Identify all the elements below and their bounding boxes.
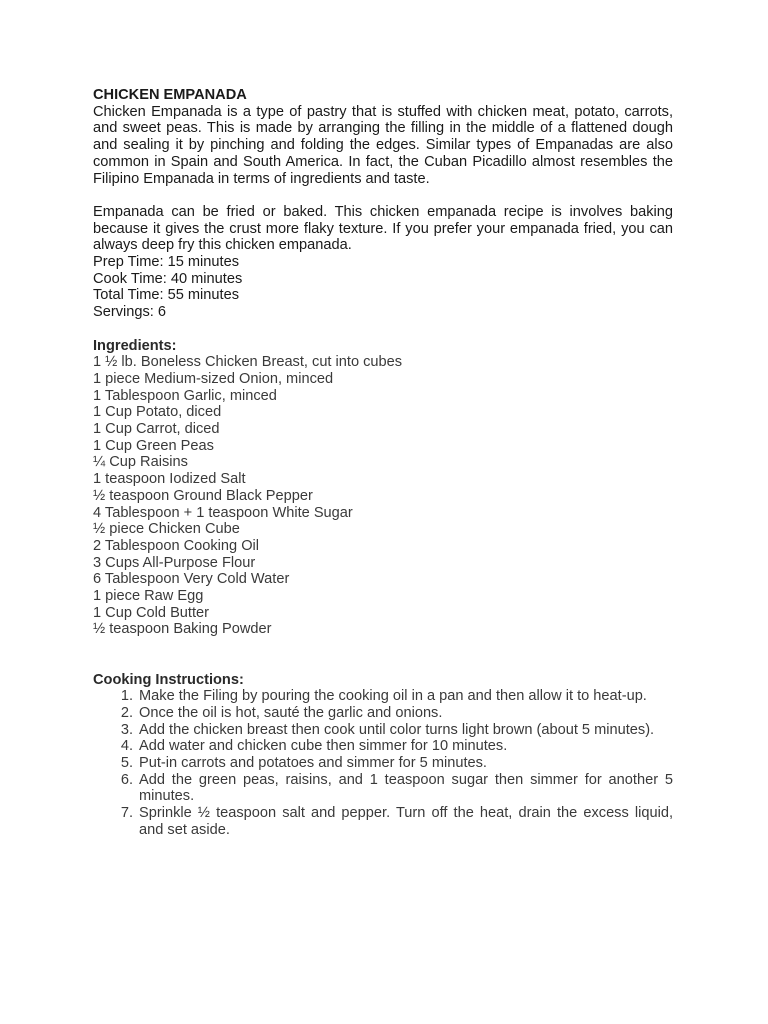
intro-paragraph: Chicken Empanada is a type of pastry that is stuffed with chicken meat, potato, carrots, and sweet peas. This is made by arranging the filling in the middle of a flattened dough and sealing it by pinching and folding the edges. Similar types of Empanadas are also common in Spain and South America. In fact, the Cuban Picadillo almost resembles the Filipino Empanada in terms of ingredients and taste.: [93, 103, 673, 187]
step-text: Add water and chicken cube then simmer for 10 minutes.: [139, 738, 508, 755]
ingredient-item: 1 Tablespoon Garlic, minced: [93, 387, 277, 404]
cook-time: Cook Time: 40 minutes: [93, 270, 243, 287]
ingredients-list: [93, 354, 673, 638]
ingredient-item: 2 Tablespoon Cooking Oil: [93, 537, 260, 554]
instruction-step: [93, 688, 673, 705]
step-number: 5.: [120, 755, 133, 772]
spacer: [93, 638, 673, 655]
step-text: Put-in carrots and potatoes and simmer for 5 minutes.: [139, 755, 487, 772]
step-text: Make the Filing by pouring the cooking oil in a pan and then allow it to heat-up.: [139, 688, 647, 705]
ingredient-item: ½ teaspoon Ground Black Pepper: [93, 487, 313, 504]
ingredient-item: ½ piece Chicken Cube: [93, 521, 240, 538]
servings: Servings: 6: [93, 304, 167, 321]
step-text: Once the oil is hot, sauté the garlic and onions.: [139, 704, 443, 721]
spacer: [93, 187, 673, 204]
step-number: 7.: [120, 805, 133, 822]
second-paragraph: Empanada can be fried or baked. This chicken empanada recipe is involves baking because it gives the crust more flaky texture. If you prefer your empanada fried, you can always deep fry this chicken empanada.: [93, 203, 673, 254]
ingredient-item: ½ teaspoon Baking Powder: [93, 621, 272, 638]
instruction-step: [93, 722, 673, 739]
step-number: 2.: [120, 704, 133, 721]
ingredient-item: 1 Cup Green Peas: [93, 437, 214, 454]
document-page: [93, 87, 673, 839]
step-text: Sprinkle ½ teaspoon salt and pepper. Turn off the heat, drain the excess liquid, and set aside.: [139, 805, 673, 838]
instructions-heading: Cooking Instructions:: [93, 671, 244, 688]
instruction-step: [93, 755, 673, 772]
step-text: Add the chicken breast then cook until color turns light brown (about 5 minutes).: [139, 721, 655, 738]
ingredient-item: 1 Cup Cold Butter: [93, 604, 210, 621]
ingredient-item: ¼ Cup Raisins: [93, 454, 188, 471]
step-number: 1.: [120, 688, 133, 705]
ingredient-item: 1 Cup Carrot, diced: [93, 421, 220, 438]
step-number: 4.: [120, 738, 133, 755]
ingredient-item: 1 piece Raw Egg: [93, 588, 204, 605]
spacer: [93, 321, 673, 338]
instruction-step: [93, 738, 673, 755]
instruction-step: [93, 772, 673, 805]
ingredient-item: 1 teaspoon Iodized Salt: [93, 471, 246, 488]
ingredient-item: 1 piece Medium-sized Onion, minced: [93, 370, 334, 387]
step-number: 3.: [120, 721, 133, 738]
ingredient-item: 1 ½ lb. Boneless Chicken Breast, cut into cubes: [93, 354, 403, 371]
step-number: 6.: [120, 771, 133, 788]
ingredient-item: 1 Cup Potato, diced: [93, 404, 222, 421]
instruction-step: [93, 705, 673, 722]
prep-time: Prep Time: 15 minutes: [93, 254, 240, 271]
step-text: Add the green peas, raisins, and 1 teaspoon sugar then simmer for another 5 minutes.: [139, 771, 673, 805]
ingredient-item: 6 Tablespoon Very Cold Water: [93, 571, 290, 588]
ingredient-item: 3 Cups All-Purpose Flour: [93, 554, 256, 571]
ingredient-item: 4 Tablespoon + 1 teaspoon White Sugar: [93, 504, 353, 521]
document-title: CHICKEN EMPANADA: [93, 87, 247, 103]
instructions-list: [93, 688, 673, 838]
ingredients-heading: Ingredients:: [93, 337, 177, 354]
spacer: [93, 655, 673, 672]
instruction-step: [93, 805, 673, 838]
total-time: Total Time: 55 minutes: [93, 287, 240, 304]
